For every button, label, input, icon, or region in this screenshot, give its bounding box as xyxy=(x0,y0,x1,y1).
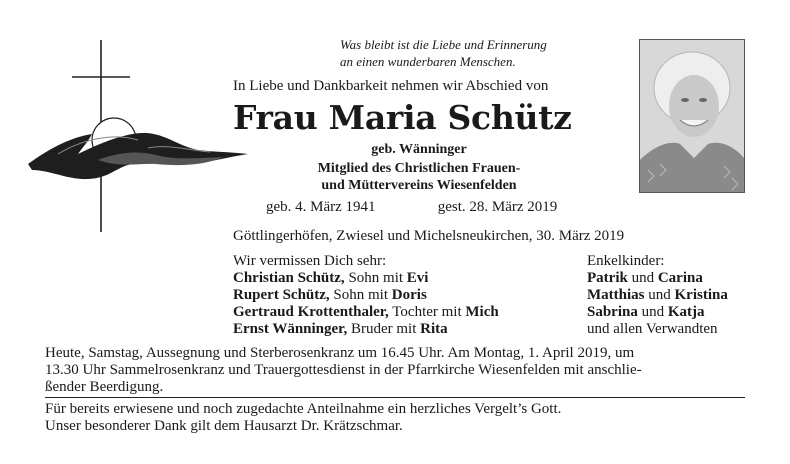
membership-line-2: und Müttervereins Wiesenfelden xyxy=(321,178,517,193)
motto xyxy=(340,36,620,70)
mourners-heading: Wir vermissen Dich sehr: xyxy=(233,253,387,269)
mourner-row: Gertraud Krottenthaler, Tochter mit Mich xyxy=(233,304,499,320)
thanks-text xyxy=(45,401,745,435)
grandchild-row: Sabrina und Katja xyxy=(587,304,705,320)
death-date: gest. 28. März 2019 xyxy=(437,199,558,215)
mourner-row: Rupert Schütz, Sohn mit Doris xyxy=(233,287,427,303)
intro-text: In Liebe und Dankbarkeit nehmen wir Abschied von xyxy=(233,78,549,94)
grandchild-row: Patrik und Carina xyxy=(587,270,703,286)
membership-line-1: Mitglied des Christlichen Frauen- xyxy=(317,161,521,176)
deceased-name: Frau Maria Schütz xyxy=(233,98,572,137)
place-and-date: Göttlingerhöfen, Zwiesel und Michelsneukirchen, 30. März 2019 xyxy=(233,228,625,244)
portrait-photo xyxy=(639,39,745,193)
service-info xyxy=(45,345,745,396)
service-line-1: Heute, Samstag, Aussegnung und Sterberosenkranz um 16.45 Uhr. Am Montag, 1. April 2019, um xyxy=(45,345,635,361)
cross-landscape-emblem xyxy=(28,36,250,236)
mourner-row: Christian Schütz, Sohn mit Evi xyxy=(233,270,429,286)
grandchild-row: Matthias und Kristina xyxy=(587,287,728,303)
birth-date: geb. 4. März 1941 xyxy=(266,199,376,215)
life-dates xyxy=(266,199,606,216)
thanks-line-1: Für bereits erwiesene und noch zugedachte Anteilnahme ein herzliches Vergelt’s Gott. xyxy=(45,401,562,417)
service-line-3: ßender Beerdigung. xyxy=(45,379,164,395)
maiden-name: geb. Wänninger xyxy=(371,142,467,157)
motto-line-2: an einen wunderbaren Menschen. xyxy=(340,54,516,69)
service-line-2: 13.30 Uhr Sammelrosenkranz und Trauergottesdienst in der Pfarrkirche Wiesenfelden mit anschlie- xyxy=(45,362,642,378)
thanks-line-2: Unser besonderer Dank gilt dem Hausarzt Dr. Krätzschmar. xyxy=(45,418,403,434)
mourners-list xyxy=(233,253,499,338)
divider-line xyxy=(45,397,745,398)
grandchildren-heading: Enkelkinder: xyxy=(587,253,665,269)
grandchildren-list xyxy=(587,253,728,338)
mourner-row: Ernst Wänninger, Bruder mit Rita xyxy=(233,321,448,337)
face-shape xyxy=(669,75,719,137)
motto-line-1: Was bleibt ist die Liebe und Erinnerung xyxy=(340,37,547,52)
grandchildren-closing: und allen Verwandten xyxy=(587,321,718,337)
portrait-illustration xyxy=(640,40,744,192)
